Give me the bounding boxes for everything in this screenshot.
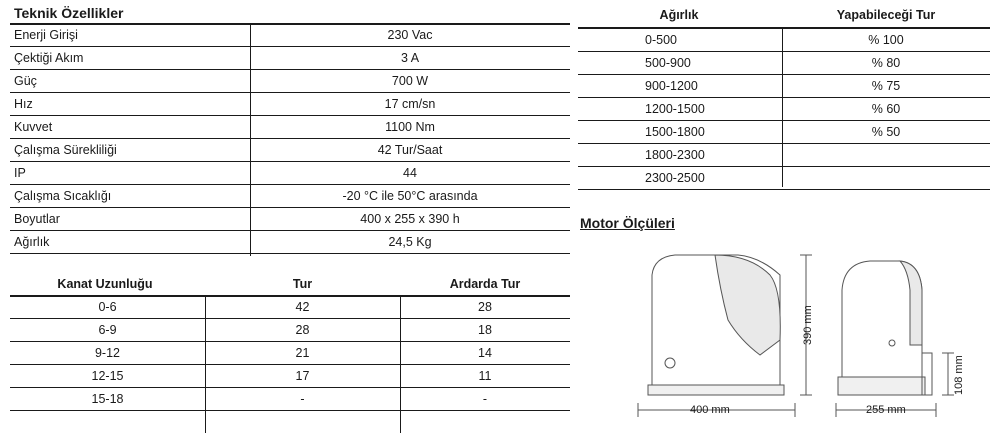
weight-header-agirlik: Ağırlık: [659, 8, 699, 22]
kanat-cell: -: [300, 392, 305, 406]
weight-percent: [782, 167, 990, 189]
spec-value: 230 Vac: [387, 28, 433, 42]
kanat-header-ardarda: Ardarda Tur: [449, 277, 521, 291]
weight-percent: % 80: [871, 56, 901, 70]
weight-percent: [782, 144, 990, 166]
weight-percent: % 60: [871, 102, 901, 116]
spec-label: Ağırlık: [14, 235, 50, 249]
kanat-cell: 17: [295, 369, 310, 383]
row-divider: [10, 410, 570, 411]
spec-value: 24,5 Kg: [388, 235, 432, 249]
row-divider: [10, 253, 570, 254]
weight-header-tur: Yapabileceği Tur: [836, 8, 936, 22]
spec-label: Hız: [14, 97, 33, 111]
kanat-cell: 6-9: [98, 323, 117, 337]
kanat-cell: 28: [295, 323, 310, 337]
dim-height-front: 390 mm: [802, 305, 814, 345]
kanat-cell: 18: [478, 323, 492, 337]
weight-percent: % 75: [871, 79, 901, 93]
spec-value: 17 cm/sn: [384, 97, 436, 111]
spec-value: 3 A: [400, 51, 420, 65]
spec-label: Enerji Girişi: [14, 28, 78, 42]
spec-label: Güç: [14, 74, 37, 88]
kanat-cell: 42: [295, 300, 310, 314]
kanat-cell: 21: [295, 346, 310, 360]
spec-value: 1100 Nm: [385, 120, 435, 134]
spec-value: 400 x 255 x 390 h: [360, 212, 460, 226]
dim-width-front: 400 mm: [690, 404, 730, 416]
weight-percent: % 50: [871, 125, 901, 139]
weight-range: 500-900: [645, 56, 691, 70]
spec-label: IP: [14, 166, 26, 180]
kanat-cell: 14: [478, 346, 492, 360]
kanat-cell: 15-18: [91, 392, 124, 406]
spec-value: -20 °C ile 50°C arasında: [342, 189, 478, 203]
kanat-cell: 12-15: [91, 369, 124, 383]
weight-range: 1500-1800: [645, 125, 705, 139]
weight-range: 900-1200: [645, 79, 698, 93]
kanat-header-length: Kanat Uzunluğu: [57, 277, 153, 291]
spec-label: Boyutlar: [14, 212, 60, 226]
kanat-cell: 9-12: [94, 346, 121, 360]
kanat-cell: -: [482, 392, 488, 406]
weight-percent: % 100: [868, 33, 904, 47]
weight-range: 1800-2300: [645, 148, 705, 162]
kanat-cell: 28: [478, 300, 492, 314]
weight-range: 0-500: [645, 33, 677, 47]
spec-label: Çalışma Sürekliliği: [14, 143, 117, 157]
spec-label: Çalışma Sıcaklığı: [14, 189, 112, 203]
weight-range: 1200-1500: [645, 102, 705, 116]
spec-value: 44: [403, 166, 417, 180]
kanat-cell: 11: [478, 369, 492, 383]
dim-width-side: 255 mm: [866, 404, 906, 416]
row-divider: [578, 189, 990, 190]
kanat-header-tur: Tur: [292, 277, 313, 291]
spec-value: 42 Tur/Saat: [377, 143, 443, 157]
dim-height-side: 108 mm: [953, 355, 965, 395]
kanat-cell: 0-6: [98, 300, 117, 314]
motor-title: Motor Ölçüleri: [580, 215, 675, 231]
weight-range: 2300-2500: [645, 171, 705, 185]
spec-label: Çektiği Akım: [14, 51, 84, 65]
specs-title: Teknik Özellikler: [14, 5, 124, 21]
spec-value: 700 W: [391, 74, 429, 88]
spec-label: Kuvvet: [14, 120, 53, 134]
